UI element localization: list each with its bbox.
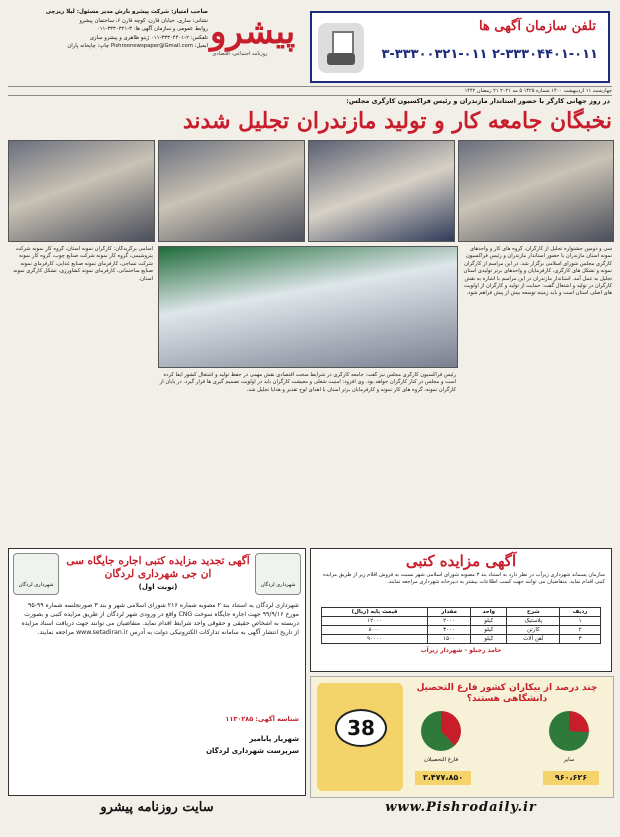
tender-col-header: مقدار <box>428 608 471 617</box>
tender-col-header: واحد <box>471 608 507 617</box>
table-cell: کارتن <box>507 626 560 635</box>
lordegan-subtitle: (نوبت اول) <box>138 583 178 591</box>
infographic-title: چند درصد از بیکاران کشور فارغ التحصیل دانشگاهی هستند؟ <box>416 683 598 704</box>
masthead-info-line: تلفکس: ۲-۳۳۳۰۴۴۰۱-۰۱۱ ژینو ظاهری و پیشرو سازی <box>89 34 208 41</box>
masthead-info-line: نشانی: ساری، خیابان قارن، کوچه قارن ۶، ساختمان پیشرو <box>79 17 208 24</box>
infographic-number-left: ۳،۴۷۷،۸۵۰ <box>415 771 471 785</box>
lordegan-signature-name: شهریار پابامیر <box>249 735 299 743</box>
infographic-caption-left: فارغ التحصیلان <box>423 757 459 763</box>
lead-photo-3 <box>308 140 455 242</box>
table-row <box>322 635 601 644</box>
footer-url[interactable]: www.Pishrodaily.ir <box>385 800 537 815</box>
emblem-label: شهرداری لردگان <box>260 582 296 588</box>
infographic-badge: 38 <box>335 709 387 747</box>
table-cell: ۱ <box>560 617 601 626</box>
infographic-character <box>317 683 403 791</box>
unemployment-infographic <box>310 676 614 798</box>
table-cell: ۳ <box>560 635 601 644</box>
table-cell: کیلو <box>471 617 507 626</box>
lead-photo-2 <box>158 140 305 242</box>
table-cell: ۹۰۰۰۰ <box>322 635 428 644</box>
lordegan-title: آگهی تجدید مزایده کتبی اجاره جایگاه سی ان جی شهرداری لردگان <box>66 555 250 580</box>
table-cell: ۸۰۰۰ <box>322 626 428 635</box>
lordegan-emblem-left <box>13 553 59 595</box>
tender-table-header <box>322 608 601 617</box>
lordegan-signature-title: سرپرست شهرداری لردگان <box>206 747 299 755</box>
infographic-caption-right: سایر <box>563 757 575 763</box>
lordegan-ad <box>8 548 306 796</box>
lead-photo-1 <box>8 140 155 242</box>
ceremony-photo <box>158 246 458 368</box>
tender-col-header: قیمت پایه (ریال) <box>322 608 428 617</box>
telephone-base <box>327 53 355 65</box>
tender-col-header: شرح <box>507 608 560 617</box>
table-cell: ۱۲۰۰۰ <box>322 617 428 626</box>
pie-chart-left <box>421 711 461 751</box>
table-cell: پلاستیک <box>507 617 560 626</box>
masthead-info-line: صاحب امتیاز: شرکت پیشرو بارش مدیر مسئول: لیلا ریزچی <box>45 9 208 15</box>
lordegan-ad-id: شناسه آگهی: ۱۱۳۰۲۸۵ <box>225 715 299 723</box>
body-column-middle: رئیس فراکسیون کارگری مجلس نیز گفت: جامعه کارگری در شرایط سخت اقتصادی نقش مهمی در حفظ تولید و اشتغال کشور ایفا کرده است و مجلس در کنار کارگران خواهد بود. وی افزود: امنیت شغلی و معیشت کارگران باید در اولویت تصمیم گیری ها قرار گیرد. در پایان از کارگران نمونه، گروه های کار نمونه و کارفرمایان برتر استان با اهدای لوح تقدیر و هدایا تجلیل شد. <box>159 372 456 393</box>
table-cell: کیلو <box>471 635 507 644</box>
body-column-left: اسامی برگزیدگان: کارگران نمونه استان، گروه کار نمونه شرکت پتروشیمی، گروه کار نمونه شرکت صنایع چوب، گروه کار نمونه شرکت نساجی، کارفرمای نمونه صنایع غذایی، کارفرمای نمونه صنایع ساختمانی، کارفرمای نمونه کشاورزی، تشکل کارگری نمونه استان. <box>13 246 153 282</box>
pie-chart-right <box>549 711 589 751</box>
ad-phone-numbers: ۳-۳۳۳۰۰۳۲۱-۰۱۱ ۲-۳۳۳۰۴۴۰۱-۰۱۱ <box>381 47 598 62</box>
tender-text: سازمان پسماند شهرداری زیرآب در نظر دارد به استناد بند ۳ مصوبه شورای اسلامی شهر نسبت به فروش اقلام زیر از طریق مزایده کتبی اقدام نماید. متقاضیان می توانند جهت کسب اطلاعات بیشتر به دبیرخانه شهرداری مراجعه نمایند. <box>323 572 605 586</box>
masthead-info <box>8 8 208 83</box>
table-cell: آهن آلات <box>507 635 560 644</box>
footer-site-title: سایت روزنامه پیشرو <box>100 800 214 815</box>
masthead-info-line: روابط عمومی و سازمان آگهی ها: ۳-۳۳۳۰۳۲۱-۰۱۱ <box>96 26 208 33</box>
infographic-number-right: ۹۶۰،۶۲۶ <box>543 771 599 785</box>
lordegan-text: شهرداری لردگان به استناد بند ۲ مصوبه شماره ۲۱۶ شورای اسلامی شهر و بند ۳ صورتجلسه شماره ۹۹-۹۵ مورخ ۹۹/۹/۱۶ جهت اجاره جایگاه سوخت CNG واقع در ورودی شهر لردگان از طریق مزایده کتبی و بصورت دربسته به اشخاص حقیقی و حقوقی واجد شرایط اقدام نماید. متقاضیان می توانند جهت دریافت اسناد مزایده از تاریخ انتشار آگهی به سامانه تدارکات الکترونیکی دولت به آدرس www.setadiran.ir مراجعه نمایند. <box>21 602 299 636</box>
tender-signature: حامد رجبلو - شهردار زیرآب <box>420 647 502 654</box>
tender-table <box>321 607 601 644</box>
masthead-info-line: ایمیل: Pishroonewspaper@Gmail.com چاپ: چاپخانه پاران <box>67 43 208 50</box>
table-cell: ۱۵۰۰ <box>428 635 471 644</box>
newspaper-logo <box>210 10 296 80</box>
table-cell: ۲۰۰۰ <box>428 617 471 626</box>
date-bar: چهارشنبه ۱۱ اردیبهشت ۱۴۰۰ شماره ۱۴۲۵ ۵ مه ۲۰۲۱ ۲۱ رمضان ۱۴۴۲ <box>8 86 612 96</box>
lead-photo-4 <box>458 140 614 242</box>
ad-phone-title: تلفن سازمان آگهی ها <box>478 19 596 34</box>
emblem-label: شهرداری لردگان <box>18 582 54 588</box>
tender-title: آگهی مزایده کتبی <box>405 552 517 570</box>
table-row <box>322 617 601 626</box>
table-cell: ۳۰۰۰ <box>428 626 471 635</box>
tender-col-header: ردیف <box>560 608 601 617</box>
tender-ad <box>310 548 612 672</box>
lead-kicker: در روز جهانی کارگر با حضور استاندار مازندران و رئیس فراکسیون کارگری مجلس: <box>346 97 610 105</box>
telephone-icon <box>318 23 364 73</box>
body-column-right: سی و دومین جشنواره تجلیل از کارگران، گروه های کار و واحدهای نمونه استان مازندران با حضور استاندار مازندران و رئیس فراکسیون کارگری مجلس شورای اسلامی برگزار شد. در این مراسم از کارگران نمونه و تشکل های کارگری، کارفرمایان و واحدهای برتر تولیدی استان تجلیل به عمل آمد. استاندار مازندران در این مراسم با اشاره به نقش کارگران در تولید و اشتغال گفت: حمایت از تولید و کارگران از اولویت های اصلی استان است و باید زمینه توسعه بیش از پیش فراهم شود. <box>463 246 612 297</box>
table-row <box>322 626 601 635</box>
ad-phone-box <box>310 11 610 83</box>
logo-subtitle: روزنامه اجتماعی، اقتصادی <box>212 51 268 57</box>
logo-text: پیشرو <box>210 12 296 52</box>
lead-headline: نخبگان جامعه کار و تولید مازندران تجلیل شدند <box>182 108 612 134</box>
table-cell: ۲ <box>560 626 601 635</box>
lordegan-emblem-right <box>255 553 301 595</box>
table-cell: کیلو <box>471 626 507 635</box>
